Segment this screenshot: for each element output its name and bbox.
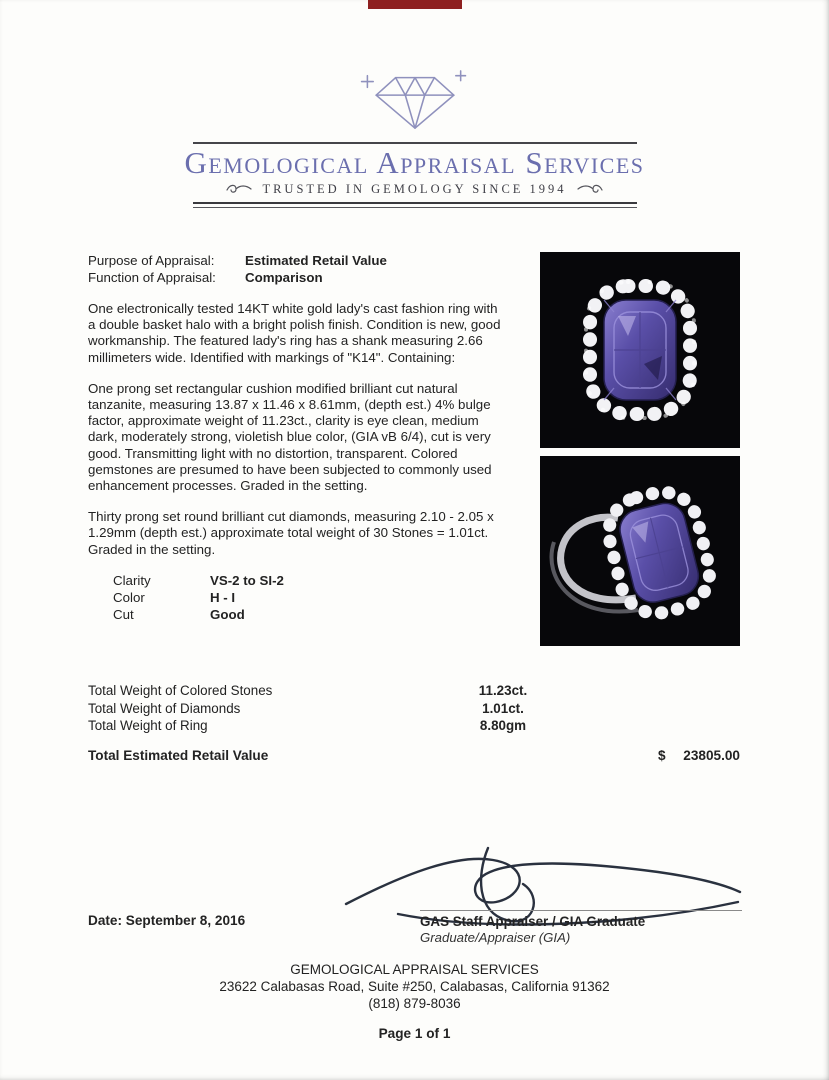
footer-phone: (818) 879-8036 — [368, 995, 461, 1011]
total-row-colored-stones — [88, 682, 740, 700]
footer — [0, 961, 829, 1012]
diamond-logo-icon — [349, 66, 481, 134]
diamonds-description-paragraph: Thirty prong set round brilliant cut diamonds, measuring 2.10 - 2.05 x 1.29mm (depth est.) approximate total weight of 30 Stones = 1.01ct. Graded in the setting. — [88, 509, 494, 557]
description-column — [88, 252, 508, 646]
retail-value-row — [88, 748, 740, 763]
tanzanite-description-paragraph: One prong set rectangular cushion modified brilliant cut natural tanzanite, measuring 13.87 x 11.46 x 8.61mm, (depth est.) 4% bulge factor, approximate weight of 11.23ct., clarity is eye clean, medium dark, moderately strong, violetish blue color, (GIA vB 6/4), cut is very good. Transmitting light with no distortion, transparent. Colored gemstones are presumed to have been subjected to commonly used enhancement processes. Graded in the setting. — [88, 380, 492, 494]
grade-row-cut — [113, 606, 508, 623]
diamonds-weight-value: 1.01ct. — [482, 700, 524, 716]
function-label: Function of Appraisal: — [88, 270, 216, 285]
diamond-grades-table — [88, 572, 508, 623]
footer-org-name: GEMOLOGICAL APPRAISAL SERVICES — [290, 961, 539, 977]
retail-amount: 23805.00 — [683, 747, 740, 763]
ring-weight-value: 8.80gm — [479, 718, 527, 733]
tagline-text: TRUSTED IN GEMOLOGY SINCE 1994 — [262, 182, 567, 196]
ring-angled-view-image — [540, 456, 740, 646]
color-label: Color — [113, 589, 145, 605]
retail-value-label: Total Estimated Retail Value — [88, 747, 269, 763]
colored-stones-value: 11.23ct. — [478, 683, 528, 698]
main-content — [0, 252, 829, 763]
scan-top-red-bar — [368, 0, 462, 9]
grade-row-clarity — [113, 572, 508, 589]
function-value: Comparison — [245, 270, 323, 285]
currency-symbol: $ — [658, 747, 666, 763]
date-line: Date: September 8, 2016 — [88, 912, 246, 928]
tagline-row — [0, 181, 829, 197]
cut-label: Cut — [113, 606, 134, 622]
total-row-diamonds — [88, 700, 740, 718]
org-name-heading: Gemological Appraisal Services — [184, 145, 645, 180]
color-value: H - I — [210, 589, 236, 605]
ring-top-view-image — [540, 252, 740, 448]
signature-area — [88, 858, 740, 953]
diamonds-weight-label: Total Weight of Diamonds — [88, 700, 241, 716]
purpose-row — [88, 252, 508, 269]
appraiser-subtitle: Graduate/Appraiser (GIA) — [420, 929, 571, 945]
appraiser-title: GAS Staff Appraiser / GIA Graduate — [420, 913, 646, 929]
ring-photo-top-view — [540, 252, 740, 448]
retail-value-amount-group — [658, 748, 740, 763]
ring-photo-angled-view — [540, 456, 740, 646]
footer-address: 23622 Calabasas Road, Suite #250, Calabasas, California 91362 — [219, 978, 610, 994]
clarity-value: VS-2 to SI-2 — [210, 572, 284, 588]
ring-weight-label: Total Weight of Ring — [88, 718, 208, 733]
photo-column — [540, 252, 740, 646]
grade-row-color — [113, 589, 508, 606]
totals-table — [88, 682, 740, 735]
function-row — [88, 269, 508, 286]
letterhead — [0, 0, 829, 208]
appraiser-block — [420, 910, 742, 946]
colored-stones-label: Total Weight of Colored Stones — [88, 683, 273, 698]
flourish-right-icon — [577, 182, 603, 196]
header-rule-bottom-thick — [193, 202, 637, 204]
flourish-left-icon — [226, 182, 252, 196]
clarity-label: Clarity — [113, 572, 151, 588]
cut-value: Good — [210, 606, 245, 622]
total-row-ring — [88, 717, 740, 735]
purpose-label: Purpose of Appraisal: — [88, 253, 215, 268]
page-indicator: Page 1 of 1 — [378, 1025, 451, 1041]
purpose-value: Estimated Retail Value — [245, 253, 387, 268]
ring-description-paragraph: One electronically tested 14KT white gold lady's cast fashion ring with a double basket halo with a bright polish finish. Condition is new, good workmanship. The featured lady's ring has a shank measuring 2.66 millimeters wide. Identified with markings of "K14". Containing: — [88, 301, 501, 365]
header-rule-bottom-thin — [193, 207, 637, 208]
header-rule-top — [193, 142, 637, 144]
